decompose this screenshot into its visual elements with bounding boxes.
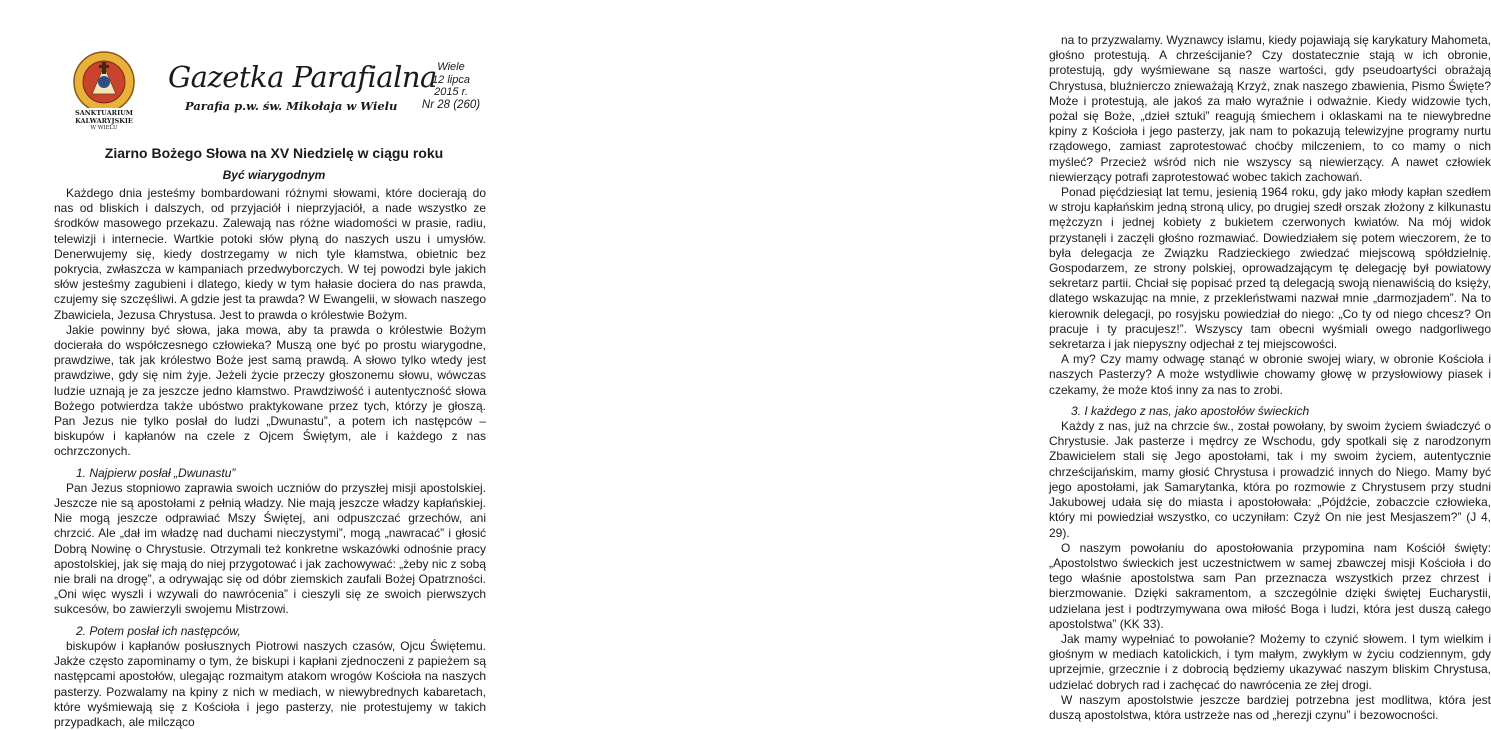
- logo-caption-2: KALWARYJSKIE: [75, 117, 133, 125]
- article-title: Ziarno Bożego Słowa na XV Niedzielę w ciągu roku: [104, 145, 444, 161]
- section-heading: 3. I każdego z nas, jako apostołów świeckich: [1071, 403, 1310, 418]
- article-subtitle: Być wiarygodnym: [222, 168, 326, 182]
- paragraph: Jak mamy wypełniać to powołanie? Możemy to czynić słowem. I tym wielkim i głośnym w mediach katolickich, i tym małym, zwykłym w życiu codziennym, gdy uprzejmie, grzecznie i z dobrocią będziemy ukazywać naszym bliskim Chrystusa, udzielać dobrych rad i zachęcać do nawrócenia ze złej drogi.: [1049, 631, 1491, 692]
- logo-caption-1: SANKTUARIUM: [75, 109, 133, 117]
- paragraph: biskupów i kapłanów posłusznych Piotrowi naszych czasów, Ojcu Świętemu. Jakże często zapominamy o tym, że biskupi i kapłani zjednoczeni z papieżem są następcami apostołów, ulegając rozmaitym atakom wrogów Kościoła na naszych pasterzy. Pozwalamy na kpiny z nich w mediach, w niewybrednych kabaretach, które wyśmiewają się z Kościoła i jego pasterzy, nie protestujemy w takich przypadkach, ale milcząco: [54, 638, 486, 729]
- paragraph: W naszym apostolstwie jeszcze bardziej potrzebna jest modlitwa, która jest duszą apostolstwa, która ustrzeże nas od „herezji czynu” i bezowocności.: [1049, 692, 1491, 722]
- paragraph: O naszym powołaniu do apostołowania przypomina nam Kościół święty: „Apostolstwo świeckich jest uczestnictwem w samej zbawczej misji Kościoła i do tego właśnie apostolstwa sam Pan przeznacza wszystkich przez chrzest i bierzmowanie. Dzięki sakramentom, a szczególnie dzięki świętej Eucharystii, udzielana jest i podtrzymywana owa miłość Boga i ludzi, która jest duszą całego apostolstwa” (KK 33).: [1049, 540, 1491, 631]
- left-text-column: [54, 186, 486, 730]
- parish-logo: [62, 48, 146, 132]
- paragraph: na to przyzwalamy. Wyznawcy islamu, kiedy pojawiają się karykatury Mahometa, głośno protestują. A chrześcijanie? Czy dostatecznie stają w ich obronie, protestują, gdy wyśmiewane są nasze wartości, gdy pseudoartyści obrażają Chrystusa, bluźnierczo znieważają Krzyż, znak naszego zbawienia, Pismo Święte? Może i protestują, ale jakoś za mało wyraźnie i odważnie. Kiedy widzowie tych, pożal się Boże, „dzieł sztuki” reagują śmiechem i oklaskami na te niewybredne kpiny z Kościoła i jego pasterzy, jak nam to pokazują telewizyjne programy nurtu rządowego, zamiast zaprotestować choćby milczeniem, to co mamy o nich myśleć? Przecież wśród nich nie wszyscy są niewierzący. A nawet człowiek niewierzący potrafi zaprotestować wobec takich zachowań.: [1049, 33, 1491, 184]
- issue-place: Wiele: [437, 61, 465, 73]
- paragraph: Pan Jezus stopniowo zaprawia swoich uczniów do przyszłej misji apostolskiej. Jeszcze nie są apostołami z pełnią władzy. Nie mają jeszcze władzy kapłańskiej. Nie mogą jeszcze odprawiać Mszy Świętej, ani odpuszczać grzechów, ani chrzcić. Ale „dał im władzę nad duchami nieczystymi”, mogą „nawracać” i głosić Dobrą Nowinę o Chrystusie. Otrzymali też konkretne wskazówki odnośnie pracy apostolskiej, jak się mają do niej przygotować i jak zachowywać: „żeby nic z sobą nie brali na drogę”, a odrywając się od dóbr ziemskich zaufali Bożej Opatrzności. „Oni więc wyszli i wzywali do nawrócenia” i cieszyli się ze swoich pierwszych sukcesów, bo zawierzyli swojemu Mistrzowi.: [54, 480, 486, 617]
- issue-info: [416, 61, 486, 111]
- logo-caption-3: W WIELU: [90, 125, 118, 131]
- left-page: [0, 0, 512, 729]
- newsletter-title: Gazetka Parafialna: [168, 60, 437, 94]
- paragraph: Każdy z nas, już na chrzcie św., został powołany, by swoim życiem świadczyć o Chrystusie. Jak pasterze i mędrcy ze Wschodu, gdy spotkali się z narodzonym Zbawicielem stali się Jego apostołami, tak i my swoim życiem, autentycznie chrześcijańskim, mamy głosić Chrystusa i prowadzić innych do Niego. Mamy być jego apostołami, jak Samarytanka, która po rozmowie z Chrystusem przy studni Jakubowej udała się do miasta i apostołowała: „Pójdźcie, zobaczcie człowieka, który mi powiedział wszystko, co uczyniłam: Czyż On nie jest Mesjaszem?” (J 4, 29).: [1049, 419, 1491, 540]
- issue-date: 12 lipca: [432, 73, 470, 86]
- right-text-column: [1049, 33, 1491, 723]
- issue-year: 2015 r.: [434, 86, 468, 98]
- newsletter-subtitle: Parafia p.w. św. Mikołaja w Wielu: [185, 99, 398, 113]
- paragraph: Jakie powinny być słowa, jaka mowa, aby ta prawda o królestwie Bożym docierała do współczesnego człowieka? Muszą one być po prostu wiarygodne, prawdziwe, tak jak królestwo Boże jest samą prawdą. A słowo tylko wtedy jest prawdziwe, gdy się nim żyje. Jeżeli życie przeczy głoszonemu słowu, wówczas ludzie uznają je za jeszcze jedno kłamstwo. Prawdziwość i autentyczność słowa Bożego potwierdza także ubóstwo praktykowane przez tych, którzy je głoszą. Pan Jezus nie tylko posłał do ludzi „Dwunastu”, a potem ich następców – biskupów i kapłanów na czele z Ojcem Świętym, ale i każdego z nas ochrzczonych.: [54, 322, 486, 459]
- right-page: [512, 0, 1491, 724]
- issue-number: Nr 28 (260): [421, 98, 481, 111]
- paragraph: A my? Czy mamy odwagę stanąć w obronie swojej wiary, w obronie Kościoła i naszych Pasterzy? A może wstydliwie chowamy głowę w przysłowiowy piasek i czekamy, że może ktoś inny za nas to zrobi.: [1049, 352, 1491, 397]
- paragraph: Ponad pięćdziesiąt lat temu, jesienią 1964 roku, gdy jako młody kapłan szedłem w stroju kapłańskim jedną stroną ulicy, po drugiej szedł orszak złożony z kilkunastu mężczyzn i jednej kobiety z bukietem czerwonych kwiatów. Na mój widok przystanęli i zaczęli głośno rozmawiać. Dowiedziałem się potem wieczorem, że to była delegacja ze Związku Radzieckiego zwiedzać miejscową spółdzielnię. Gospodarzem, ze strony polskiej, oprowadzającym tę delegację był powiatowy sekretarz partii. Chciał się popisać przed tą delegacją swoją nienawiścią do księży, dlatego wskazując na mnie, z przekleństwami nazwał mnie „darmozjadem”. Na to kierownik delegacji, po rosyjsku powiedział do niego: „Co ty od niego chcesz? On pracuje i ty pracujesz!”. Wszyscy tam obecni wyśmiali owego nadgorliwego sekretarza i jak niepyszny odjechał z tej miejscowości.: [1049, 185, 1491, 352]
- paragraph: Każdego dnia jesteśmy bombardowani różnymi słowami, które docierają do nas od bliskich i dalszych, od przyjaciół i nieprzyjaciół, a nade wszystko ze środków masowego przekazu. Zalewają nas różne wiadomości w prasie, radiu, telewizji i internecie. Wartkie potoki słów płyną do naszych uszu i umysłów. Denerwujemy się, kiedy dostrzegamy w nich tyle kłamstwa, obietnic bez pokrycia, zwłaszcza w kampaniach przedwyborczych. W tej powodzi byle jakich słów jesteśmy zagubieni i dlatego, kiedy w tym hałasie dociera do nas prawda, czujemy się szczęśliwi. A gdzie jest ta prawda? W Ewangelii, w słowach naszego Zbawiciela, Jezusa Chrystusa. Jest to prawda o królestwie Bożym.: [54, 186, 486, 322]
- section-heading: 2. Potem posłał ich następców,: [76, 623, 241, 638]
- section-heading: 1. Najpierw posłał „Dwunastu”: [76, 465, 236, 480]
